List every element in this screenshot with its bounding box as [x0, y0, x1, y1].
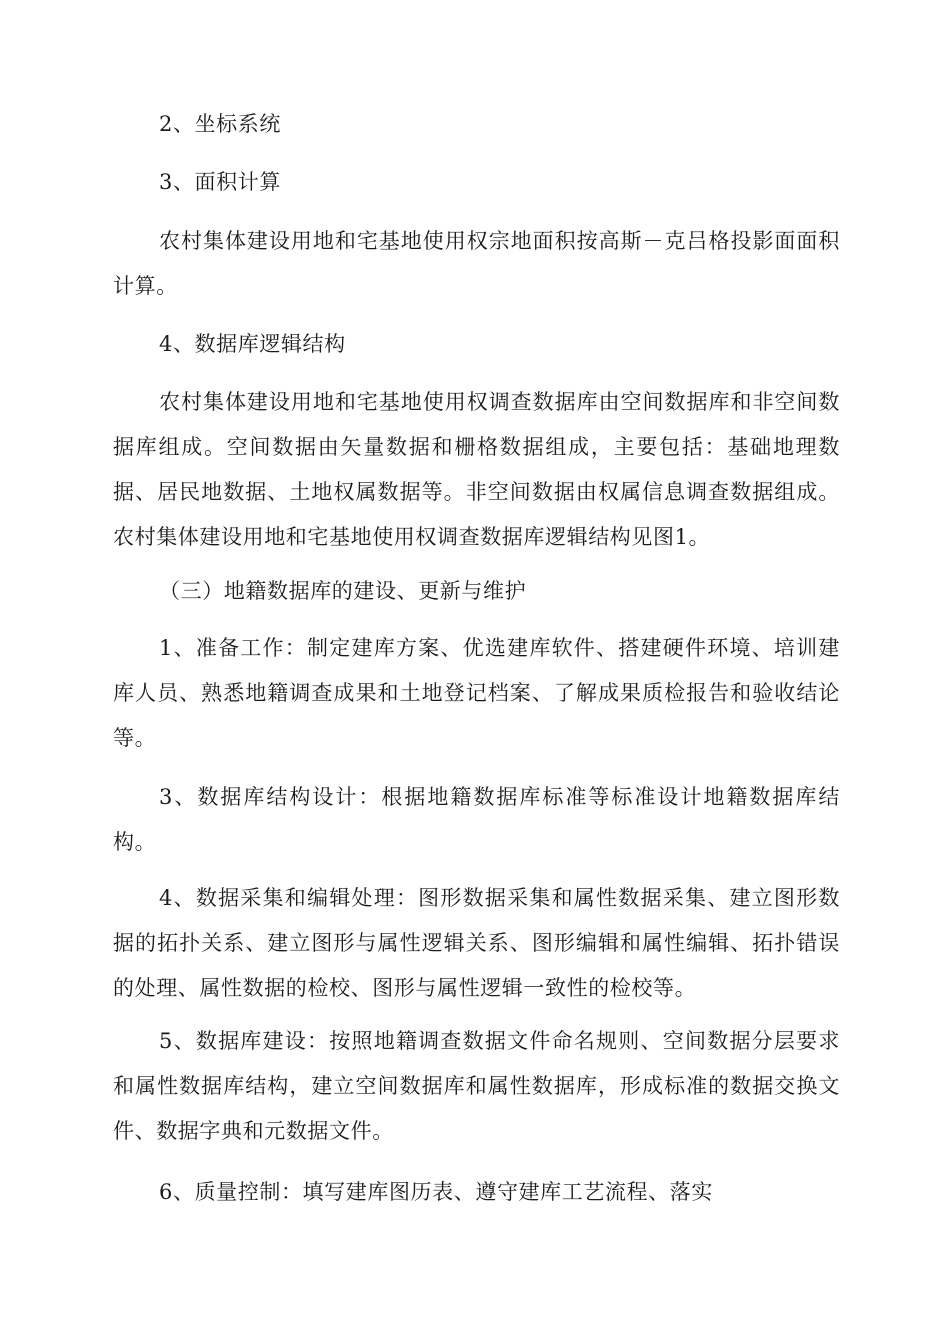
paragraph-database-build: 5、数据库建设：按照地籍调查数据文件命名规则、空间数据分层要求和属性数据库结构，建立空间数据库和属性数据库，形成标准的数据交换文件、数据字典和元数据文件。	[113, 1029, 840, 1143]
paragraph-database-logic: 农村集体建设用地和宅基地使用权调查数据库由空间数据库和非空间数据库组成。空间数据由矢量数据和栅格数据组成，主要包括：基础地理数据、居民地数据、土地权属数据等。非空间数据由权属信息调查数据组成。农村集体建设用地和宅基地使用权调查数据库逻辑结构见图1。	[113, 390, 840, 549]
heading-database-logic: 4、数据库逻辑结构	[159, 332, 346, 356]
paragraph-data-collection: 4、数据采集和编辑处理：图形数据采集和属性数据采集、建立图形数据的拓扑关系、建立图形与属性逻辑关系、图形编辑和属性编辑、拓扑错误的处理、属性数据的检校、图形与属性逻辑一致性的检校等。	[113, 886, 840, 1000]
section-heading-cadastral-database: （三）地籍数据库的建设、更新与维护	[159, 579, 527, 603]
heading-area-calculation: 3、面积计算	[159, 170, 281, 194]
heading-coordinate-system: 2、坐标系统	[159, 112, 281, 136]
paragraph-structure-design: 3、数据库结构设计：根据地籍数据库标准等标准设计地籍数据库结构。	[113, 785, 840, 854]
paragraph-quality-control: 6、质量控制：填写建库图历表、遵守建库工艺流程、落实	[159, 1180, 713, 1204]
paragraph-area-method: 农村集体建设用地和宅基地使用权宗地面积按高斯－克吕格投影面面积计算。	[113, 229, 840, 298]
paragraph-preparation: 1、准备工作：制定建库方案、优选建库软件、搭建硬件环境、培训建库人员、熟悉地籍调查成果和土地登记档案、了解成果质检报告和验收结论等。	[113, 636, 840, 750]
